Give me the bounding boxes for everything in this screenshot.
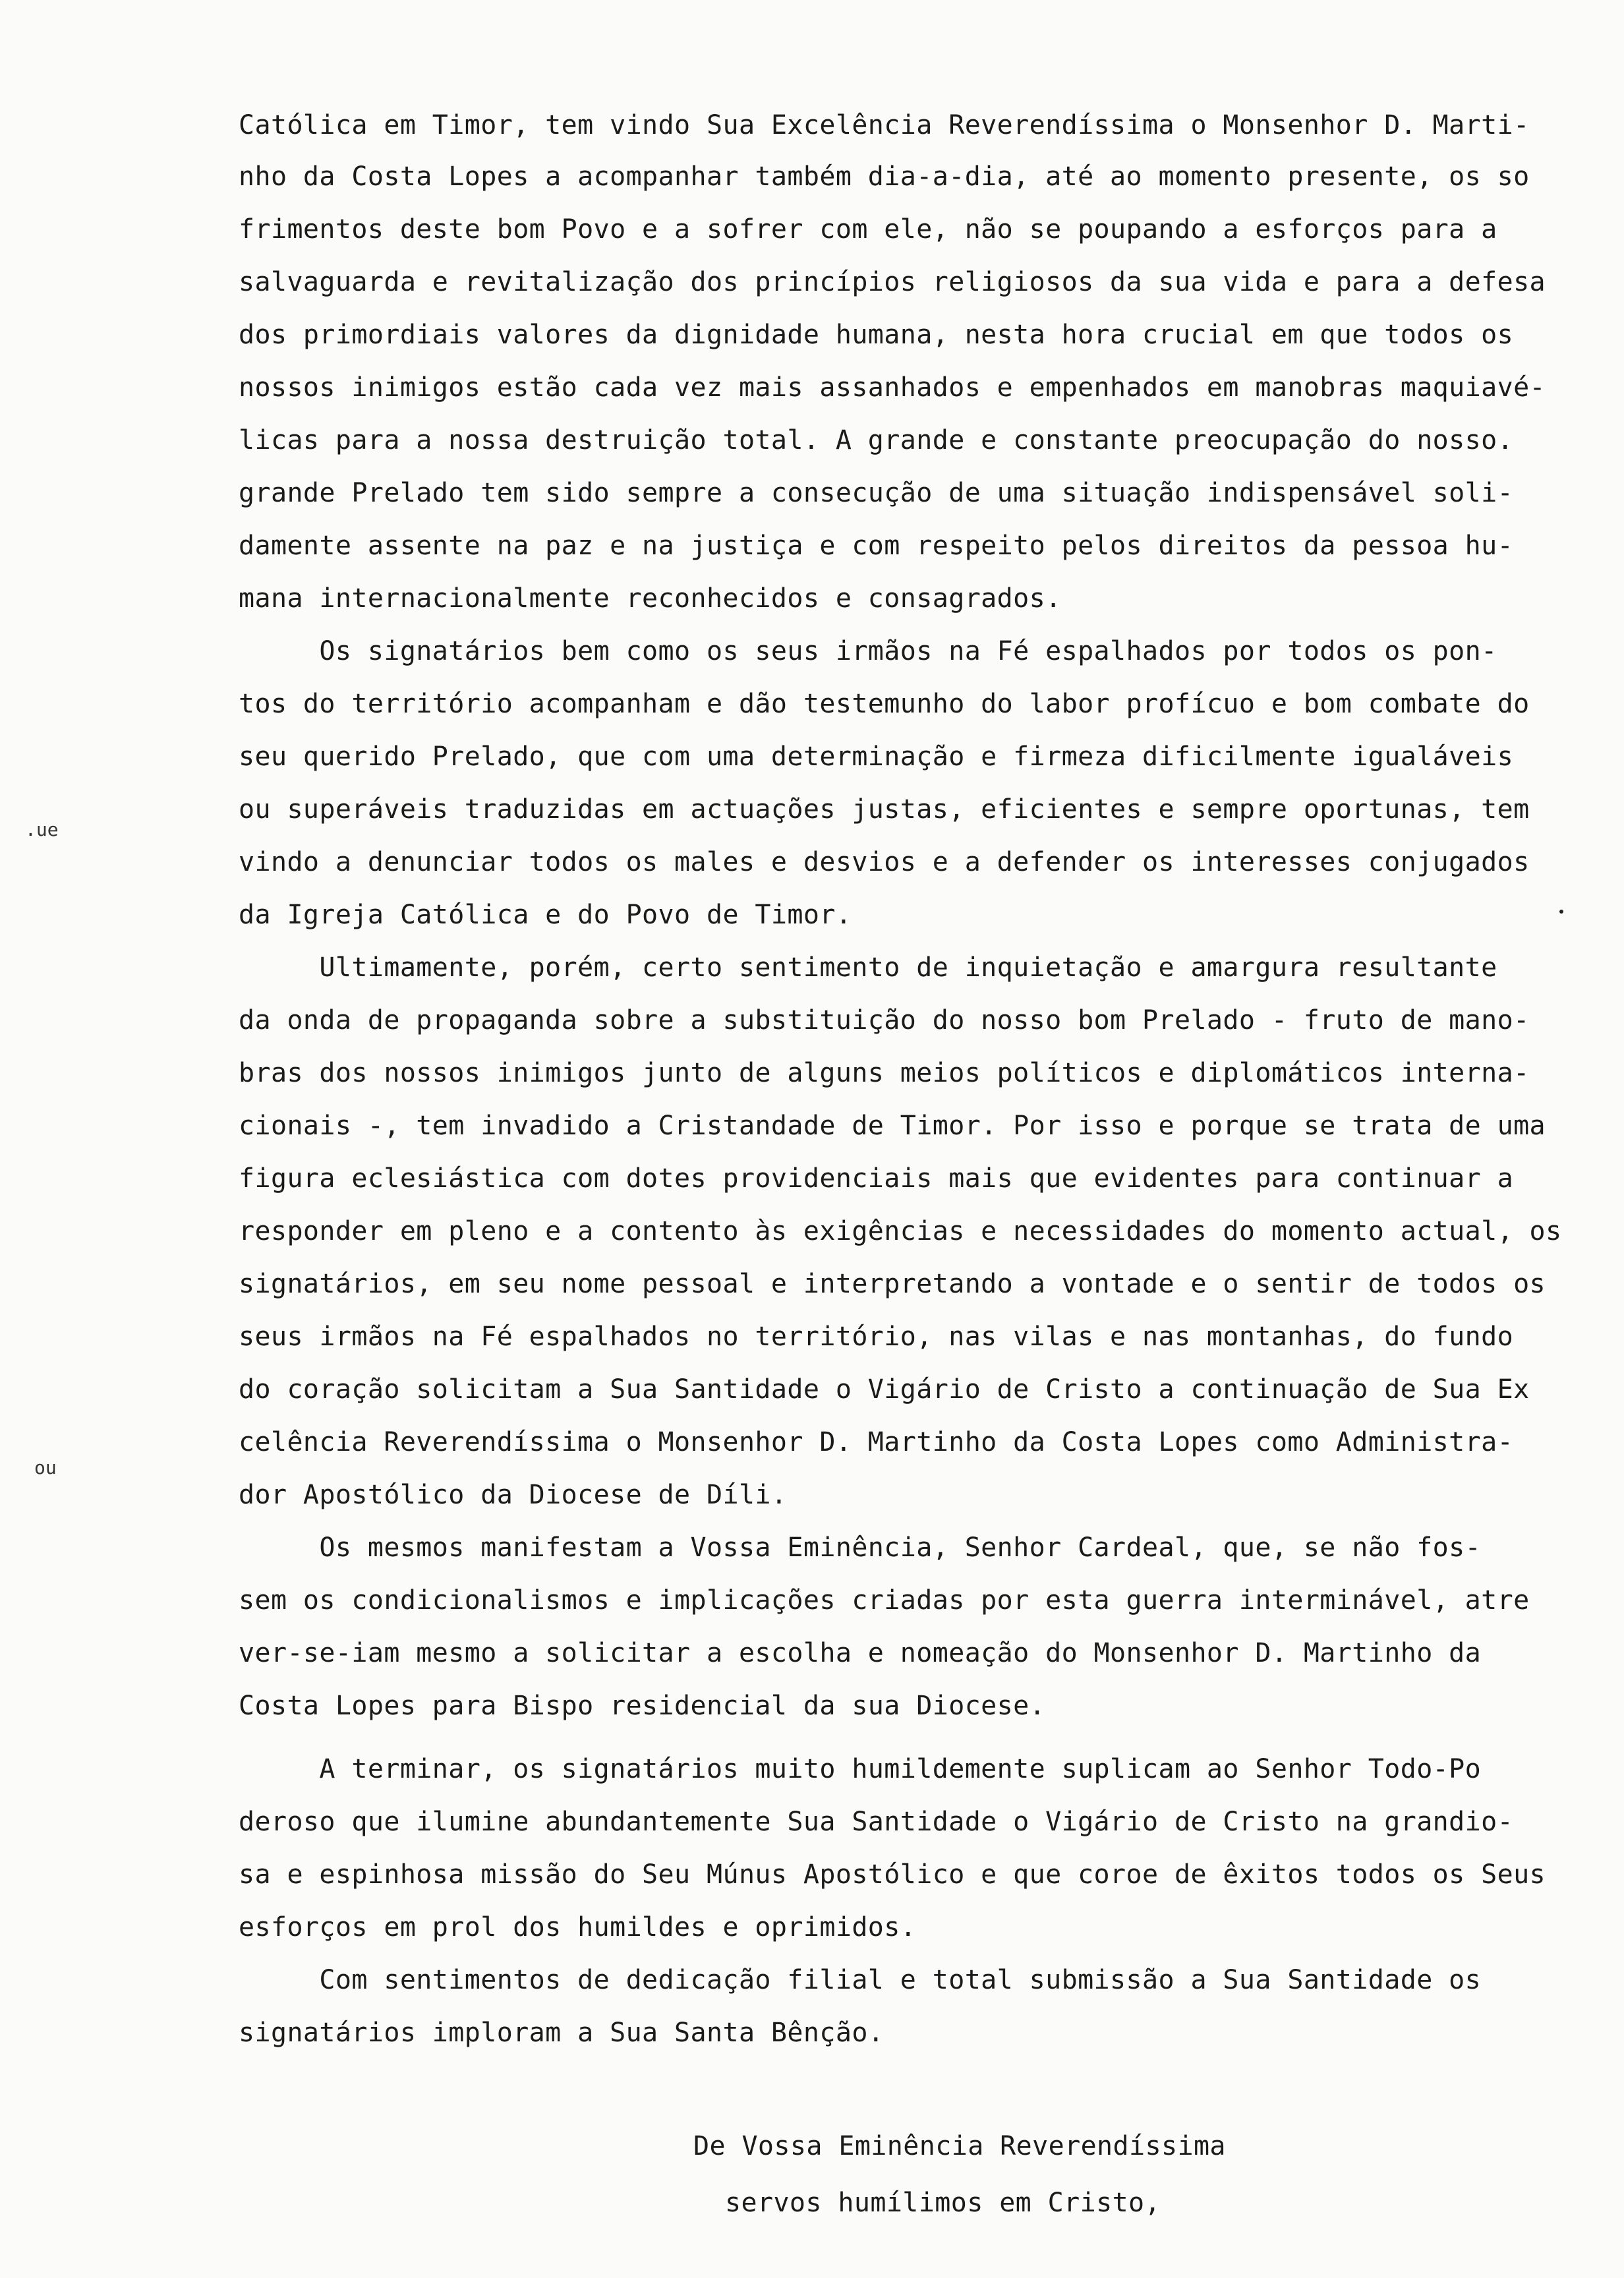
text-line: signatários imploram a Sua Santa Bênção. bbox=[239, 2018, 884, 2048]
text-line: figura eclesiástica com dotes providenciais mais que evidentes para continuar a bbox=[239, 1163, 1514, 1194]
text-line: nossos inimigos estão cada vez mais assanhados e empenhados em manobras maquiavé- bbox=[239, 372, 1546, 403]
text-line: sem os condicionalismos e implicações criadas por esta guerra interminável, atre bbox=[239, 1585, 1530, 1616]
text-line: sa e espinhosa missão do Seu Múnus Apostólico e que coroe de êxitos todos os Seus bbox=[239, 1859, 1546, 1890]
closing-salutation: De Vossa Eminência Reverendíssima bbox=[693, 2131, 1226, 2161]
text-line: dor Apostólico da Diocese de Díli. bbox=[239, 1480, 788, 1510]
text-line: vindo a denunciar todos os males e desvios e a defender os interesses conjugados bbox=[239, 847, 1530, 877]
text-line: esforços em prol dos humildes e oprimidos. bbox=[239, 1912, 917, 1942]
text-line: ver-se-iam mesmo a solicitar a escolha e nomeação do Monsenhor D. Martinho da bbox=[239, 1638, 1482, 1668]
closing-signature-line: servos humílimos em Cristo, bbox=[725, 2188, 1161, 2218]
text-line: Católica em Timor, tem vindo Sua Excelência Reverendíssima o Monsenhor D. Marti- bbox=[239, 110, 1530, 140]
text-line: deroso que ilumine abundantemente Sua Santidade o Vigário de Cristo na grandio- bbox=[239, 1807, 1514, 1837]
text-line: tos do território acompanham e dão testemunho do labor profícuo e bom combate do bbox=[239, 689, 1530, 719]
text-line: seus irmãos na Fé espalhados no território, nas vilas e nas montanhas, do fundo bbox=[239, 1322, 1514, 1352]
margin-mark-2: ou bbox=[34, 1457, 57, 1478]
text-line: damente assente na paz e na justiça e com respeito pelos direitos da pessoa hu- bbox=[239, 531, 1514, 561]
text-line: dos primordiais valores da dignidade humana, nesta hora crucial em que todos os bbox=[239, 320, 1514, 350]
text-line: Ultimamente, porém, certo sentimento de inquietação e amargura resultante bbox=[239, 952, 1497, 983]
text-line: nho da Costa Lopes a acompanhar também dia-a-dia, até ao momento presente, os so bbox=[239, 161, 1530, 192]
text-line: celência Reverendíssima o Monsenhor D. Martinho da Costa Lopes como Administra- bbox=[239, 1427, 1514, 1457]
text-line: ou superáveis traduzidas em actuações justas, eficientes e sempre oportunas, tem bbox=[239, 794, 1530, 825]
text-line: da Igreja Católica e do Povo de Timor. bbox=[239, 900, 852, 930]
margin-mark-1: .ue bbox=[25, 819, 59, 840]
text-line: Com sentimentos de dedicação filial e total submissão a Sua Santidade os bbox=[239, 1965, 1482, 1995]
text-line: seu querido Prelado, que com uma determinação e firmeza dificilmente igualáveis bbox=[239, 742, 1514, 772]
text-line: grande Prelado tem sido sempre a consecução de uma situação indispensável soli- bbox=[239, 478, 1514, 508]
ink-speck bbox=[1559, 910, 1563, 914]
text-line: responder em pleno e a contento às exigências e necessidades do momento actual, os bbox=[239, 1216, 1562, 1246]
text-line: salvaguarda e revitalização dos princípios religiosos da sua vida e para a defesa bbox=[239, 267, 1546, 297]
text-line: cionais -, tem invadido a Cristandade de Timor. Por isso e porque se trata de uma bbox=[239, 1111, 1546, 1141]
text-line: da onda de propaganda sobre a substituição do nosso bom Prelado - fruto de mano- bbox=[239, 1005, 1530, 1036]
text-line: mana internacionalmente reconhecidos e consagrados. bbox=[239, 583, 1062, 614]
text-line: do coração solicitam a Sua Santidade o Vigário de Cristo a continuação de Sua Ex bbox=[239, 1374, 1530, 1405]
text-line: Costa Lopes para Bispo residencial da sua Diocese. bbox=[239, 1691, 1046, 1721]
text-line: licas para a nossa destruição total. A grande e constante preocupação do nosso. bbox=[239, 425, 1514, 455]
text-line: signatários, em seu nome pessoal e interpretando a vontade e o sentir de todos os bbox=[239, 1269, 1546, 1299]
text-line: bras dos nossos inimigos junto de alguns meios políticos e diplomáticos interna- bbox=[239, 1058, 1530, 1088]
text-line: Os mesmos manifestam a Vossa Eminência, Senhor Cardeal, que, se não fos- bbox=[239, 1533, 1482, 1563]
text-line: frimentos deste bom Povo e a sofrer com ele, não se poupando a esforços para a bbox=[239, 214, 1497, 245]
text-line: Os signatários bem como os seus irmãos na Fé espalhados por todos os pon- bbox=[239, 636, 1497, 666]
text-line: A terminar, os signatários muito humildemente suplicam ao Senhor Todo-Po bbox=[239, 1754, 1482, 1784]
